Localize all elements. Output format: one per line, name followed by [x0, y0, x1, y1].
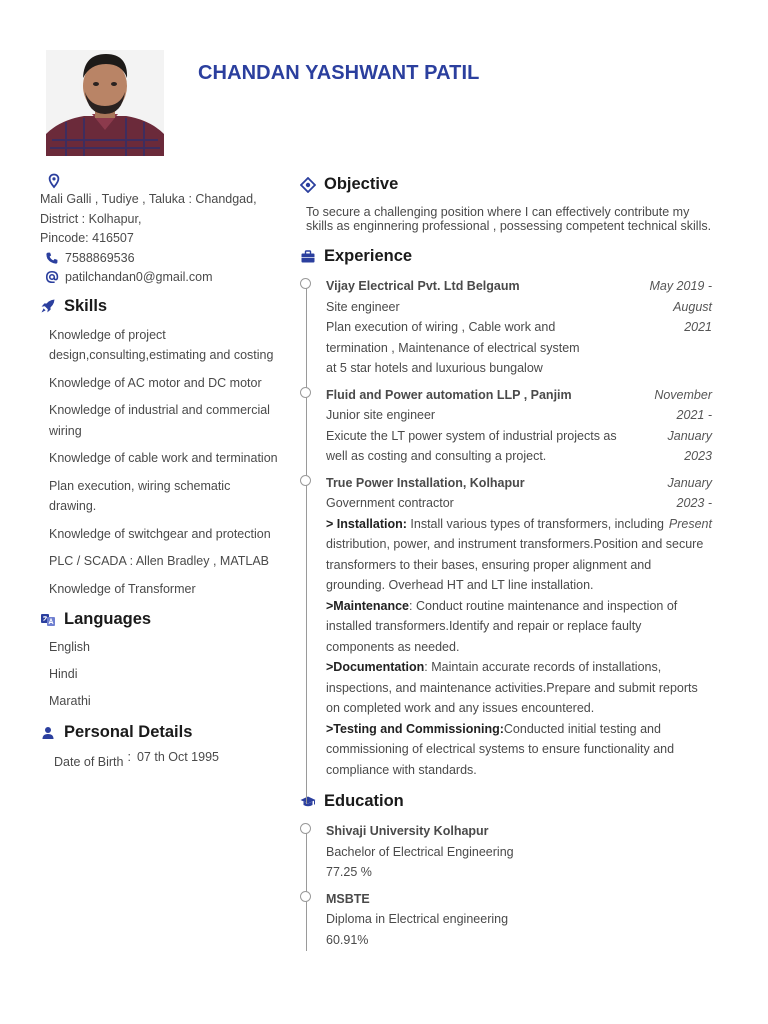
address-line: District : Kolhapur, [40, 211, 142, 226]
job-role: Site engineer [326, 299, 400, 314]
detail-text: Install various types of transformers, including distribution, power, and instrument transformers.Position and secure transformers to their bases, ensuring proper alignment and grounding. Overhead HT and LT line installation. [326, 516, 704, 592]
at-sign-icon [45, 270, 59, 284]
language-item: Hindi [49, 667, 78, 681]
objective-title: Objective [324, 175, 399, 193]
dob-value: 07 th Oct 1995 [136, 750, 219, 764]
date-line: Present [668, 516, 712, 531]
objective-heading [300, 175, 712, 194]
phone-number[interactable]: 7588869536 [65, 250, 135, 265]
left-column [40, 172, 280, 769]
job-detail [326, 596, 712, 658]
detail-label: >Maintenance [326, 598, 410, 613]
job-role: Government contractor [326, 496, 454, 510]
date-line: January [667, 428, 712, 443]
candidate-name: CHANDAN YASHWANT PATIL [198, 62, 480, 84]
phone-row [45, 249, 280, 268]
email-row [45, 268, 280, 287]
briefcase-icon [300, 249, 316, 265]
degree-score: 60.91% [326, 932, 369, 947]
job-detail [326, 657, 712, 719]
institution-name: Shivaji University Kolhapur [326, 824, 489, 838]
skills-list [49, 325, 280, 600]
date-line: 2021 - [676, 408, 712, 422]
education-entry [300, 821, 712, 883]
timeline-dot [300, 891, 311, 902]
date-line: January [667, 475, 712, 490]
person-icon [40, 725, 56, 741]
education-entry [300, 889, 712, 951]
education-heading [300, 792, 712, 811]
dob-row [54, 750, 280, 769]
degree-score: 77.25 % [326, 865, 372, 879]
degree-name: Bachelor of Electrical Engineering [326, 844, 514, 859]
personal-details-title: Personal Details [64, 723, 193, 741]
dob-label: Date of Birth [54, 755, 124, 769]
timeline-dot [300, 823, 311, 834]
date-line: 2023 - [676, 496, 712, 510]
location-row [46, 172, 280, 190]
experience-entry [300, 473, 712, 781]
map-pin-icon [46, 173, 62, 189]
skill-item: Plan execution, wiring schematic drawing. [49, 478, 231, 513]
rocket-icon [40, 298, 56, 314]
skill-item: PLC / SCADA : Allen Bradley , MATLAB [49, 554, 269, 568]
detail-text: Conducted initial testing and commissioning of electrical systems to ensure functionality and compliance with standards. [326, 721, 675, 777]
right-column [300, 175, 712, 956]
experience-entry [300, 276, 712, 379]
skills-heading [40, 297, 280, 316]
email-address[interactable]: patilchandan0@gmail.com [65, 269, 213, 284]
job-description: Exicute the LT power system of industrial projects as well as costing and consulting a project. [326, 428, 617, 463]
degree-name: Diploma in Electrical engineering [326, 912, 509, 926]
target-icon [300, 177, 316, 193]
experience-heading [300, 247, 712, 266]
skill-item: Knowledge of project design,consulting,estimating and costing [49, 327, 274, 362]
languages-list [49, 637, 280, 711]
experience-timeline [300, 276, 712, 780]
timeline-dot [300, 475, 311, 486]
job-role: Junior site engineer [326, 408, 436, 422]
date-line: November [654, 387, 712, 402]
date-line: 2023 [684, 449, 712, 463]
education-title: Education [324, 792, 404, 810]
job-detail [326, 719, 712, 781]
skill-item: Knowledge of Transformer [49, 581, 196, 596]
education-timeline [300, 821, 712, 950]
detail-text: : Maintain accurate records of installations, inspections, and maintenance activities.Prepare and submit reports on completed work and any issues encountered. [326, 660, 698, 715]
language-item: English [49, 640, 90, 654]
personal-details-heading [40, 723, 280, 742]
job-detail [326, 514, 712, 596]
language-item: Marathi [49, 694, 91, 708]
experience-title: Experience [324, 247, 413, 265]
profile-photo-image [46, 50, 164, 156]
date-line: 2021 [684, 320, 712, 334]
institution-name: MSBTE [326, 891, 370, 906]
job-description-text: Plan execution of wiring , Cable work and termination , Maintenance of electrical system at 5 star hotels and luxurious bungalow [326, 320, 580, 375]
detail-text: : Conduct routine maintenance and inspection of installed transformers.Identify and repair or replace faulty components as needed. [326, 598, 678, 654]
date-line: May 2019 - [649, 279, 712, 293]
timeline-dot [300, 278, 311, 289]
address [40, 190, 280, 249]
detail-label: >Documentation [326, 660, 425, 674]
languages-heading [40, 610, 280, 629]
skill-item: Knowledge of industrial and commercial wiring [49, 403, 270, 438]
translate-icon [40, 612, 56, 628]
company-name: Vijay Electrical Pvt. Ltd Belgaum [326, 279, 520, 293]
detail-label: >Testing and Commissioning: [326, 721, 504, 736]
skill-item: Knowledge of cable work and termination [49, 451, 278, 465]
company-name: True Power Installation, Kolhapur [326, 475, 525, 490]
job-dates [626, 276, 712, 338]
languages-title: Languages [64, 610, 152, 628]
job-dates [631, 385, 712, 467]
profile-photo [46, 50, 164, 156]
objective-text: To secure a challenging position where I can effectively contribute my skills as enginnering professional , possessing competent technical skills. [306, 205, 712, 233]
skill-item: Knowledge of AC motor and DC motor [49, 375, 262, 390]
experience-entry [300, 385, 712, 467]
address-line: Pincode: 416507 [40, 231, 134, 245]
timeline-dot [300, 387, 311, 398]
detail-label: > Installation: [326, 516, 407, 531]
phone-icon [45, 251, 59, 265]
company-name: Fluid and Power automation LLP , Panjim [326, 387, 572, 402]
skill-item: Knowledge of switchgear and protection [49, 526, 271, 541]
skills-title: Skills [64, 296, 108, 315]
date-line: August [673, 299, 712, 314]
graduation-cap-icon [300, 794, 316, 810]
dob-colon: : [127, 750, 131, 764]
address-line: Mali Galli , Tudiye , Taluka : Chandgad, [40, 192, 257, 206]
